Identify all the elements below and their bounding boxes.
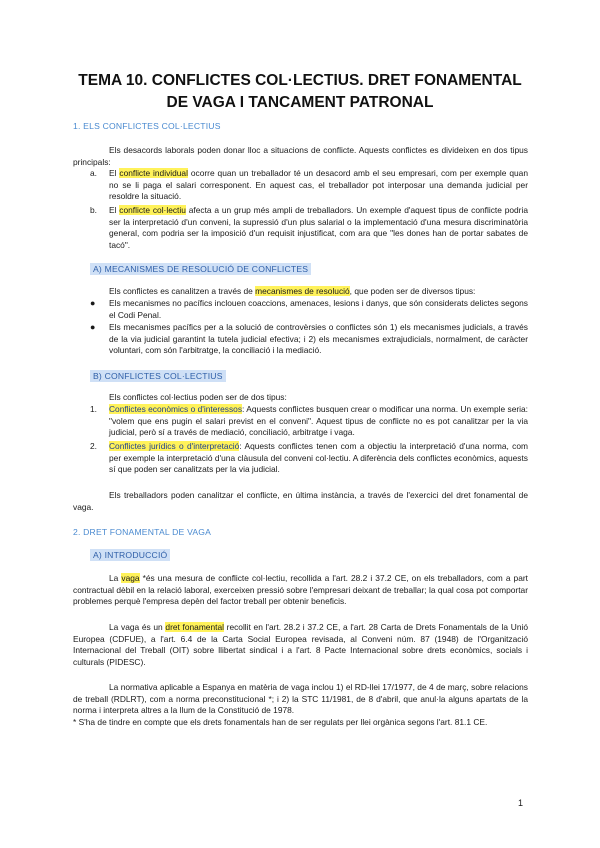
highlight-term: conflicte individual xyxy=(119,168,188,178)
list-marker: 2. xyxy=(90,441,97,451)
list-item-b xyxy=(73,205,528,251)
bullet-icon: ● xyxy=(90,322,96,332)
list-marker: b. xyxy=(90,205,97,215)
item-rest: ocorre quan un treballador té un desacord amb el seu empresari, com per exemple quan no se li paga el salari corresponent. En aquest cas, el treballador pot interposar una demanda judicial per resoldre la situació. xyxy=(109,168,528,202)
highlight-term: conflicte col·lectiu xyxy=(119,205,186,215)
item-prefix: El xyxy=(109,205,120,215)
subsection-2a-heading: A) INTRODUCCIÓ xyxy=(90,549,170,561)
subsection-a-intro xyxy=(73,286,528,298)
list-item-a xyxy=(73,168,528,203)
highlight-term: dret fonamental xyxy=(165,622,224,632)
paragraph-vaga-definition xyxy=(73,573,528,608)
list-marker: a. xyxy=(90,168,97,178)
p1-pre: La xyxy=(109,573,122,583)
list-item-text xyxy=(109,404,528,439)
section-1-intro: Els desacords laborals poden donar lloc a situacions de conflicte. Aquests conflictes es divideixen en dos tipus principals: xyxy=(73,145,528,167)
subsection-b-closing: Els treballadors poden canalitzar el conflicte, en última instància, a través de l'exercici del dret fonamental de vaga. xyxy=(73,490,528,512)
bullet-item xyxy=(73,298,528,321)
highlight-term: Conflictes econòmics o d'interessos xyxy=(109,404,243,414)
bullet-item xyxy=(73,322,528,357)
p2-pre: La vaga és un xyxy=(109,622,166,632)
item-rest: : Aquests conflictes tenen com a objectiu la interpretació d'una norma, com per exemple la interpretació d'una clàusula del conveni col·lectiu. A diferència dels conflictes econòmics, aquests sí que poden ser canalitzats per la via judicial. xyxy=(109,441,528,475)
item-rest: afecta a un grup més ampli de treballadors. Un exemple d'aquest tipus de conflicte podria ser la interpretació d'un conveni, la supressió d'un plus salarial o la implementació d'una mesura discriminatòria general, com podria ser la imposició d'un requisit injustificat, com ara que "les dones han de portar sabates de tacó". xyxy=(109,205,528,250)
bullet-text: Els mecanismes pacífics per a la solució de controvèrsies o conflictes són 1) els mecanismes judicials, a través de la via judicial garantint la tutela judicial efectiva; i 2) els mecanismes extrajudicials, normalment, de caràcter voluntari, com són l'arbitratge, la conciliació i la mediació. xyxy=(109,322,528,356)
document-title xyxy=(60,70,540,114)
p1-post: *és una mesura de conflicte col·lectiu, recollida a l'art. 28.2 i 37.2 CE, on els treballadors, com a part contractual dèbil en la relació laboral, exerceixen pressió sobre l'empresari deixant de treballar; la qual cosa pot comportar problemes perquè l'empresa depèn del factor treball per obtenir beneficis. xyxy=(73,573,528,607)
bullet-text: Els mecanismes no pacífics inclouen coaccions, amenaces, lesions i danys, que són considerats delictes segons el Codi Penal. xyxy=(109,298,528,320)
list-item-text xyxy=(109,205,528,251)
item-prefix: El xyxy=(109,168,120,178)
footnote: * S'ha de tindre en compte que els drets fonamentals han de ser regulats per llei orgànica segons l'art. 81.1 CE. xyxy=(73,717,488,727)
title-line-1: TEMA 10. CONFLICTES COL·LECTIUS. DRET FONAMENTAL xyxy=(78,72,522,89)
p2-post: recollit en l'art. 28.2 i 37.2 CE, a l'art. 28 Carta de Drets Fonamentals de la Unió Europea (CDFUE), a l'art. 6.4 de la Carta Social Europea revisada, al Conveni núm. 87 (1948) de l'Organització Internacional del Treball (OIT) sobre llibertat sindical i a l'art. 8 Pacte Internacional sobre drets econòmics, socials i culturals (PIDESC). xyxy=(73,622,528,667)
highlight-term: Conflictes jurídics o d'interpretació xyxy=(109,441,240,451)
section-1-heading: 1. ELS CONFLICTES COL·LECTIUS xyxy=(73,121,221,131)
subsection-b-heading: B) CONFLICTES COL·LECTIUS xyxy=(90,370,226,382)
list-item-text xyxy=(109,168,528,203)
list-item-2 xyxy=(73,441,528,476)
item-rest: : Aquests conflictes busquen crear o modificar una norma. Un exemple seria: "volem que ens pugin el salari previst en el conveni". Aquest tipus de conflicte no es pot canalitzar per la via judicial, però sí a través de mediació, conciliació, arbitratge i vaga. xyxy=(109,404,529,438)
section-2-heading: 2. DRET FONAMENTAL DE VAGA xyxy=(73,527,212,537)
title-line-2: DE VAGA I TANCAMENT PATRONAL xyxy=(166,94,434,111)
list-item-text xyxy=(109,441,528,476)
page-number: 1 xyxy=(517,798,523,808)
bullet-icon: ● xyxy=(90,298,96,308)
highlight-term: mecanismes de resolució xyxy=(255,286,350,296)
list-item-1 xyxy=(73,404,528,439)
intro-post: , que poden ser de diversos tipus: xyxy=(349,286,476,296)
highlight-term: vaga xyxy=(121,573,140,583)
subsection-a-heading: A) MECANISMES DE RESOLUCIÓ DE CONFLICTES xyxy=(90,263,311,275)
paragraph-normativa: La normativa aplicable a Espanya en matèria de vaga inclou 1) el RD-llei 17/1977, de 4 de març, sobre relacions de treball (RDLRT), com a norma preconstitucional *; i 2) la STC 11/1981, de 8 d'abril, que anul·la alguns apartats de la norma i interpreta altres a la llum de la Constitució de 1978. xyxy=(73,682,528,716)
paragraph-fundamental-right xyxy=(73,622,528,668)
subsection-b-intro: Els conflictes col·lectius poden ser de dos tipus: xyxy=(109,392,287,402)
list-marker: 1. xyxy=(90,404,97,414)
intro-pre: Els conflictes es canalitzen a través de xyxy=(109,286,256,296)
